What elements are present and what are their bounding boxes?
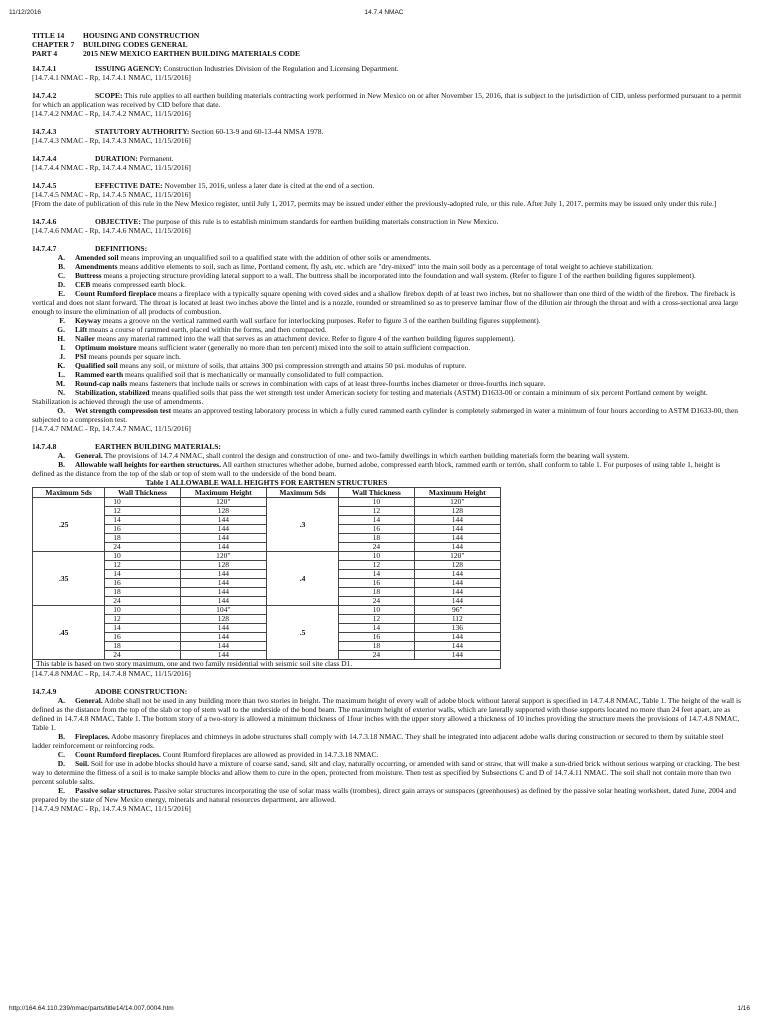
source-url: http://164.64.110.239/nmac/parts/title14/14.007.0004.htm [9, 1005, 174, 1012]
wall-thickness-cell: 10 [105, 552, 180, 561]
wall-thickness-cell: 18 [105, 534, 180, 543]
max-sds-cell: .25 [33, 498, 105, 552]
section-title: EARTHEN BUILDING MATERIALS: [95, 442, 221, 451]
wall-thickness-cell: 16 [105, 579, 180, 588]
max-height-cell: 120" [180, 498, 266, 507]
doc-header [32, 31, 744, 58]
max-height-cell: 144 [414, 642, 500, 651]
max-height-cell: 144 [180, 597, 266, 606]
list-item [32, 316, 744, 325]
max-sds-cell: .35 [33, 552, 105, 606]
list-item [32, 406, 744, 424]
section-number: 14.7.4.9 [32, 687, 57, 696]
item-letter: B. [58, 732, 65, 741]
item-term: General. [75, 696, 103, 705]
wall-thickness-cell: 18 [105, 642, 180, 651]
wall-thickness-cell: 16 [339, 579, 414, 588]
list-item [32, 379, 744, 388]
wall-thickness-cell: 18 [339, 588, 414, 597]
max-height-cell: 144 [414, 588, 500, 597]
section-block [32, 64, 744, 82]
item-letter: M. [56, 379, 65, 388]
max-height-cell: 96" [414, 606, 500, 615]
max-height-cell: 144 [180, 579, 266, 588]
list-item [32, 271, 744, 280]
item-letter: E. [58, 289, 65, 298]
section-number: 14.7.4.7 [32, 244, 57, 253]
table-note-row [33, 660, 501, 669]
table-caption: Table 1 ALLOWABLE WALL HEIGHTS FOR EARTHEN STRUCTURES [145, 478, 388, 487]
item-term: Qualified soil [75, 361, 118, 370]
column-header: Maximum Sds [266, 488, 338, 498]
max-height-cell: 144 [414, 633, 500, 642]
item-letter: B. [58, 262, 65, 271]
earthen-items [32, 451, 744, 478]
max-height-cell: 112 [414, 615, 500, 624]
max-height-cell: 128 [414, 507, 500, 516]
max-height-cell: 144 [180, 525, 266, 534]
column-header: Maximum Height [180, 488, 266, 498]
section-earthen-materials [32, 442, 744, 678]
item-term: Stabilization, stabilized [75, 388, 150, 397]
item-text: means sufficient water (generally no more than ten percent) mixed into the soil to attain sufficient compaction. [136, 343, 471, 352]
max-height-cell: 144 [414, 579, 500, 588]
item-text: means compressed earth block. [90, 280, 187, 289]
section-block [32, 91, 744, 118]
list-item [32, 451, 744, 460]
item-term: General. [75, 451, 103, 460]
wall-thickness-cell: 16 [339, 525, 414, 534]
list-item [32, 289, 744, 316]
item-letter: F. [59, 316, 65, 325]
max-height-cell: 144 [180, 534, 266, 543]
list-item [32, 388, 744, 406]
column-header: Wall Thickness [105, 488, 180, 498]
max-sds-cell: .5 [266, 606, 338, 660]
max-height-cell: 104" [180, 606, 266, 615]
wall-thickness-cell: 12 [105, 561, 180, 570]
wall-thickness-cell: 16 [339, 633, 414, 642]
item-text: Adobe masonry fireplaces and chimneys in adobe structures shall comply with 14.7.3.18 NMAC. They shall be integrated into adjacent adobe walls during construction or secured to them by suitable steel ladder reinforcement or reinforcing rods. [32, 732, 724, 750]
max-height-cell: 144 [414, 534, 500, 543]
section-title: STATUTORY AUTHORITY: [95, 127, 190, 136]
column-header: Maximum Sds [33, 488, 105, 498]
item-text: means a groove on the vertical rammed earth wall surface for interlocking purposes. Refer to figure 3 of the earthen building figures supplement). [100, 316, 541, 325]
item-letter: C. [57, 750, 65, 759]
section-title: DURATION: [95, 154, 138, 163]
wall-thickness-cell: 14 [339, 516, 414, 525]
section-number: 14.7.4.8 [32, 442, 57, 451]
item-letter: A. [57, 451, 65, 460]
list-item [32, 370, 744, 379]
item-letter: I. [60, 343, 65, 352]
max-height-cell: 144 [414, 525, 500, 534]
item-text: All earthen structures whether adobe, burned adobe, compressed earth block, rammed earth or terrón, shall conform to table 1. For purposes of using table 1, height is defined as the distance from the top of the slab or top of stem wall to the underside of the bond beam. [32, 460, 721, 478]
item-letter: E. [58, 786, 65, 795]
document-body [32, 31, 744, 813]
max-height-cell: 144 [414, 570, 500, 579]
max-height-cell: 120" [180, 552, 266, 561]
list-item [32, 696, 744, 732]
wall-thickness-cell: 14 [105, 516, 180, 525]
item-letter: N. [57, 388, 65, 397]
max-height-cell: 144 [180, 543, 266, 552]
item-term: Count Rumford fireplace [75, 289, 157, 298]
section-text: Construction Industries Division of the Regulation and Licensing Department. [161, 64, 399, 73]
section-number: 14.7.4.3 [32, 127, 57, 136]
section-block [32, 154, 744, 172]
max-height-cell: 144 [414, 651, 500, 660]
wall-thickness-cell: 12 [105, 615, 180, 624]
item-term: Allowable wall heights for earthen structures. [75, 460, 221, 469]
wall-thickness-cell: 24 [105, 597, 180, 606]
wall-thickness-cell: 10 [105, 498, 180, 507]
wall-thickness-cell: 12 [339, 507, 414, 516]
item-term: Rammed earth [75, 370, 124, 379]
max-height-cell: 144 [180, 633, 266, 642]
wall-thickness-cell: 24 [105, 543, 180, 552]
list-item [32, 325, 744, 334]
item-text: Adobe shall not be used in any building more than two stories in height. The maximum height of every wall of adobe block without lateral support is specified in 14.7.4.8 NMAC, Table 1. The height of the wall is defined as the distance from the top of the slab or top of stem wall to the underside of the bond beam. The maximum height of exterior walls, which are laterally supported with those supports located no more than 24 feet apart, are as defined in 14.7.4.8 NMAC, Table 1. The bottom story of a two-story is allowed a minimum thickness of 1four inches with the upper story allowed a thickness of 10 inches providing the structure meets the provisions of 14.7.4.8 NMAC, Table 1. [32, 696, 742, 732]
item-letter: G. [57, 325, 65, 334]
list-item [32, 759, 744, 786]
list-item [32, 280, 744, 289]
section-block [32, 181, 744, 208]
item-letter: D. [57, 280, 65, 289]
wall-thickness-cell: 18 [339, 534, 414, 543]
max-height-cell: 144 [180, 642, 266, 651]
item-term: Count Rumford fireplaces. [75, 750, 161, 759]
item-letter: L. [58, 370, 65, 379]
section-text: Permanent. [137, 154, 174, 163]
item-term: Fireplaces. [75, 732, 110, 741]
column-header: Wall Thickness [339, 488, 414, 498]
max-height-cell: 128 [180, 615, 266, 624]
max-height-cell: 128 [180, 507, 266, 516]
wall-thickness-cell: 10 [339, 552, 414, 561]
wall-thickness-cell: 16 [105, 525, 180, 534]
max-sds-cell: .45 [33, 606, 105, 660]
section-title: EFFECTIVE DATE: [95, 181, 163, 190]
max-height-cell: 144 [180, 651, 266, 660]
item-term: Wet strength compression test [75, 406, 172, 415]
item-text: means qualified soils that pass the wet strength test under American society for testing and materials (ASTM) D1633-00 or contain a minimum of six percent Portland cement by weight. Stabilization is achieved through the use of amendments. [32, 388, 708, 406]
wall-thickness-cell: 24 [339, 543, 414, 552]
max-height-cell: 144 [180, 516, 266, 525]
item-letter: D. [57, 759, 65, 768]
adobe-items [32, 696, 744, 804]
max-height-cell: 144 [180, 588, 266, 597]
section-history: [14.7.4.7 NMAC - Rp, 14.7.4.7 NMAC, 11/15/2016] [32, 424, 191, 433]
wall-thickness-cell: 14 [105, 624, 180, 633]
section-text: Section 60-13-9 and 60-13-44 NMSA 1978. [189, 127, 324, 136]
item-term: Buttress [75, 271, 102, 280]
table-row [33, 498, 501, 507]
section-text: November 15, 2016, unless a later date is cited at the end of a section. [162, 181, 375, 190]
item-term: Optimum moisture [75, 343, 137, 352]
section-paragraph [32, 181, 744, 190]
title-line: TITLE 14 HOUSING AND CONSTRUCTION [32, 31, 200, 40]
definition-list [32, 253, 744, 424]
max-height-cell: 144 [414, 516, 500, 525]
item-term: Amended soil [75, 253, 119, 262]
part-line: PART 4 2015 NEW MEXICO EARTHEN BUILDING MATERIALS CODE [32, 49, 300, 58]
item-text: means a course of rammed earth, placed within the forms, and then compacted. [87, 325, 327, 334]
max-height-cell: 120" [414, 498, 500, 507]
item-letter: A. [57, 253, 65, 262]
max-height-cell: 144 [414, 543, 500, 552]
section-adobe [32, 687, 744, 813]
list-item [32, 732, 744, 750]
list-item [32, 262, 744, 271]
list-item [32, 352, 744, 361]
wall-heights-table [32, 478, 501, 669]
section-block [32, 217, 744, 235]
item-text: means qualified soil that is mechanically or manually consolidated to full compaction. [123, 370, 384, 379]
chapter-line: CHAPTER 7 BUILDING CODES GENERAL [32, 40, 188, 49]
item-term: Passive solar structures. [75, 786, 153, 795]
section-history: [14.7.4.6 NMAC - Rp, 14.7.4.6 NMAC, 11/15/2016] [32, 226, 191, 235]
section-history: [14.7.4.5 NMAC - Rp, 14.7.4.5 NMAC, 11/15/2016] [32, 190, 191, 199]
list-item [32, 361, 744, 370]
wall-thickness-cell: 14 [339, 570, 414, 579]
item-text: Soil for use in adobe blocks should have a mixture of coarse sand, sand, silt and clay, naturally occurring, or amended with sand or straw, that will make a sun-dried brick without serious warping or cracking. The best way to determine the fitness of a soil is to make sample blocks and allow them to cure in the open, protected from moisture. Then test as specified by Subsections C and D of 14.7.4.11 NMAC. The soil shall not contain more than two percent soluble salts. [32, 759, 740, 786]
section-number: 14.7.4.4 [32, 154, 57, 163]
wall-thickness-cell: 16 [105, 633, 180, 642]
list-item [32, 750, 744, 759]
section-title: ISSUING AGENCY: [95, 64, 162, 73]
section-paragraph [32, 127, 744, 136]
section-title: SCOPE: [95, 91, 123, 100]
wall-thickness-cell: 10 [339, 498, 414, 507]
section-history: [14.7.4.1 NMAC - Rp, 14.7.4.1 NMAC, 11/15/2016] [32, 73, 191, 82]
item-letter: O. [57, 406, 65, 415]
max-height-cell: 136 [414, 624, 500, 633]
max-height-cell: 144 [180, 624, 266, 633]
item-text: Count Rumford fireplaces are allowed as provided in 14.7.3.18 NMAC. [160, 750, 379, 759]
item-term: PSI [75, 352, 87, 361]
max-height-cell: 128 [180, 561, 266, 570]
wall-thickness-cell: 12 [339, 615, 414, 624]
item-text: means fasteners that include nails or screws in combination with caps of at least three-fourths inches diameter or three-fourths inch square. [127, 379, 546, 388]
section-history: [14.7.4.4 NMAC - Rp, 14.7.4.4 NMAC, 11/15/2016] [32, 163, 191, 172]
item-term: Lift [75, 325, 88, 334]
item-text: The provisions of 14.7.4 NMAC, shall control the design and construction of one- and two-family dwellings in which earthen building materials form the bearing wall system. [102, 451, 630, 460]
item-letter: A. [57, 696, 65, 705]
section-history: [14.7.4.3 NMAC - Rp, 14.7.4.3 NMAC, 11/15/2016] [32, 136, 191, 145]
item-text: Passive solar structures incorporating the use of solar mass walls (trombes), direct gain arrays or sunspaces (greenhouses) as defined by the passive solar heating worksheet, dated June, 2004 and prepared by the state of New Mexico energy, minerals and natural resources department, are allowed. [32, 786, 737, 804]
print-date: 11/12/2016 [9, 9, 42, 16]
wall-thickness-cell: 10 [339, 606, 414, 615]
max-height-cell: 144 [180, 570, 266, 579]
item-text: means a projecting structure providing lateral support to a wall. The buttress shall be incorporated into the foundation and wall system. (Refer to figure 1 of the earthen building figures supplement). [101, 271, 696, 280]
wall-thickness-cell: 24 [339, 597, 414, 606]
item-letter: B. [58, 460, 65, 469]
section-text: This rule applies to all earthen building materials contracting work performed in New Mexico on or after November 15, 2016, that is subject to the jurisdiction of CID, unless performed pursuant to a permit for which an application was received by CID before that date. [32, 91, 742, 109]
page-number: 1/16 [737, 1005, 750, 1012]
item-text: means improving an unqualified soil to a qualified state with the addition of other soils or amendments. [118, 253, 431, 262]
max-height-cell: 144 [414, 597, 500, 606]
simple-sections [32, 64, 744, 235]
item-letter: J. [59, 352, 65, 361]
column-header: Maximum Height [414, 488, 500, 498]
item-term: Amendments [75, 262, 118, 271]
item-term: Soil. [75, 759, 89, 768]
section-history: [14.7.4.8 NMAC - Rp, 14.7.4.8 NMAC, 11/15/2016] [32, 669, 191, 678]
list-item [32, 786, 744, 804]
max-height-cell: 128 [414, 561, 500, 570]
table-note: This table is based on two story maximum, one and two family residential with seismic soil site class D1. [33, 660, 501, 669]
item-term: CEB [75, 280, 91, 289]
wall-thickness-cell: 14 [105, 570, 180, 579]
section-paragraph [32, 217, 744, 226]
list-item [32, 334, 744, 343]
item-text: means a fireplace with a typically square opening with coved sides and a shallow firebox depth of at least two inches, but no shallower than one third of the width of the firebox. The fireback is vertical and does not slant forward. The throat is located at least two inches above the lintel and is a nozzle, rounded or streamlined so as to preserve laminar flow of the dilution air through the throat and with a cross-sectional area large enough to insure the elimination of all products of combustion. [32, 289, 739, 316]
section-number: 14.7.4.1 [32, 64, 57, 73]
wall-thickness-cell: 12 [105, 507, 180, 516]
section-number: 14.7.4.5 [32, 181, 57, 190]
item-term: Keyway [75, 316, 101, 325]
section-paragraph [32, 154, 744, 163]
section-title: DEFINITIONS: [95, 244, 148, 253]
wall-thickness-cell: 14 [339, 624, 414, 633]
table-header-row [33, 488, 501, 498]
section-history: [14.7.4.9 NMAC - Rp, 14.7.4.9 NMAC, 11/15/2016] [32, 804, 191, 813]
section-title: OBJECTIVE: [95, 217, 141, 226]
section-paragraph [32, 91, 744, 109]
list-item [32, 460, 744, 478]
section-number: 14.7.4.2 [32, 91, 57, 100]
max-height-cell: 120" [414, 552, 500, 561]
wall-thickness-cell: 12 [339, 561, 414, 570]
max-sds-cell: .4 [266, 552, 338, 606]
item-text: means any soil, or mixture of soils, that attains 300 psi compression strength and attains 50 psi. modulus of rupture. [117, 361, 467, 370]
wall-thickness-cell: 24 [105, 651, 180, 660]
section-paragraph [32, 64, 744, 73]
table-row [33, 606, 501, 615]
item-text: means pounds per square inch. [86, 352, 181, 361]
item-text: means an approved testing laboratory process in which a fully cured rammed earth cylinder is completely submerged in water a minimum of four hours according to ASTM D1633-00, then subjected to a compression test. [32, 406, 738, 424]
item-term: Round-cap nails [75, 379, 128, 388]
section-title: ADOBE CONSTRUCTION: [95, 687, 188, 696]
wall-thickness-cell: 10 [105, 606, 180, 615]
print-title: 14.7.4 NMAC [364, 9, 404, 16]
item-letter: H. [57, 334, 65, 343]
max-sds-cell: .3 [266, 498, 338, 552]
list-item [32, 343, 744, 352]
item-term: Nailer [75, 334, 95, 343]
section-text: The purpose of this rule is to establish minimum standards for earthen building materials construction in New Mexico. [140, 217, 499, 226]
wall-thickness-cell: 18 [105, 588, 180, 597]
list-item [32, 253, 744, 262]
item-text: means additive elements to soil, such as lime, Portland cement, fly ash, etc. which are "dry-mixed" into the main soil body as a percentage of total weight to achieve stabilization. [117, 262, 654, 271]
item-letter: C. [57, 271, 65, 280]
section-note: [From the date of publication of this rule in the New Mexico register, until July 1, 2017, permits may be issued under either the previously-adopted rule, or this rule. After July 1, 2017, permits may be issued only under this rule.] [32, 199, 717, 208]
section-history: [14.7.4.2 NMAC - Rp, 14.7.4.2 NMAC, 11/15/2016] [32, 109, 191, 118]
section-definitions [32, 244, 744, 433]
wall-thickness-cell: 18 [339, 642, 414, 651]
item-text: means any material rammed into the wall that serves as an attachment device. Refer to figure 4 of the earthen building figures supplement). [95, 334, 516, 343]
table-row [33, 552, 501, 561]
item-letter: K. [57, 361, 65, 370]
wall-thickness-cell: 24 [339, 651, 414, 660]
section-block [32, 127, 744, 145]
section-number: 14.7.4.6 [32, 217, 57, 226]
